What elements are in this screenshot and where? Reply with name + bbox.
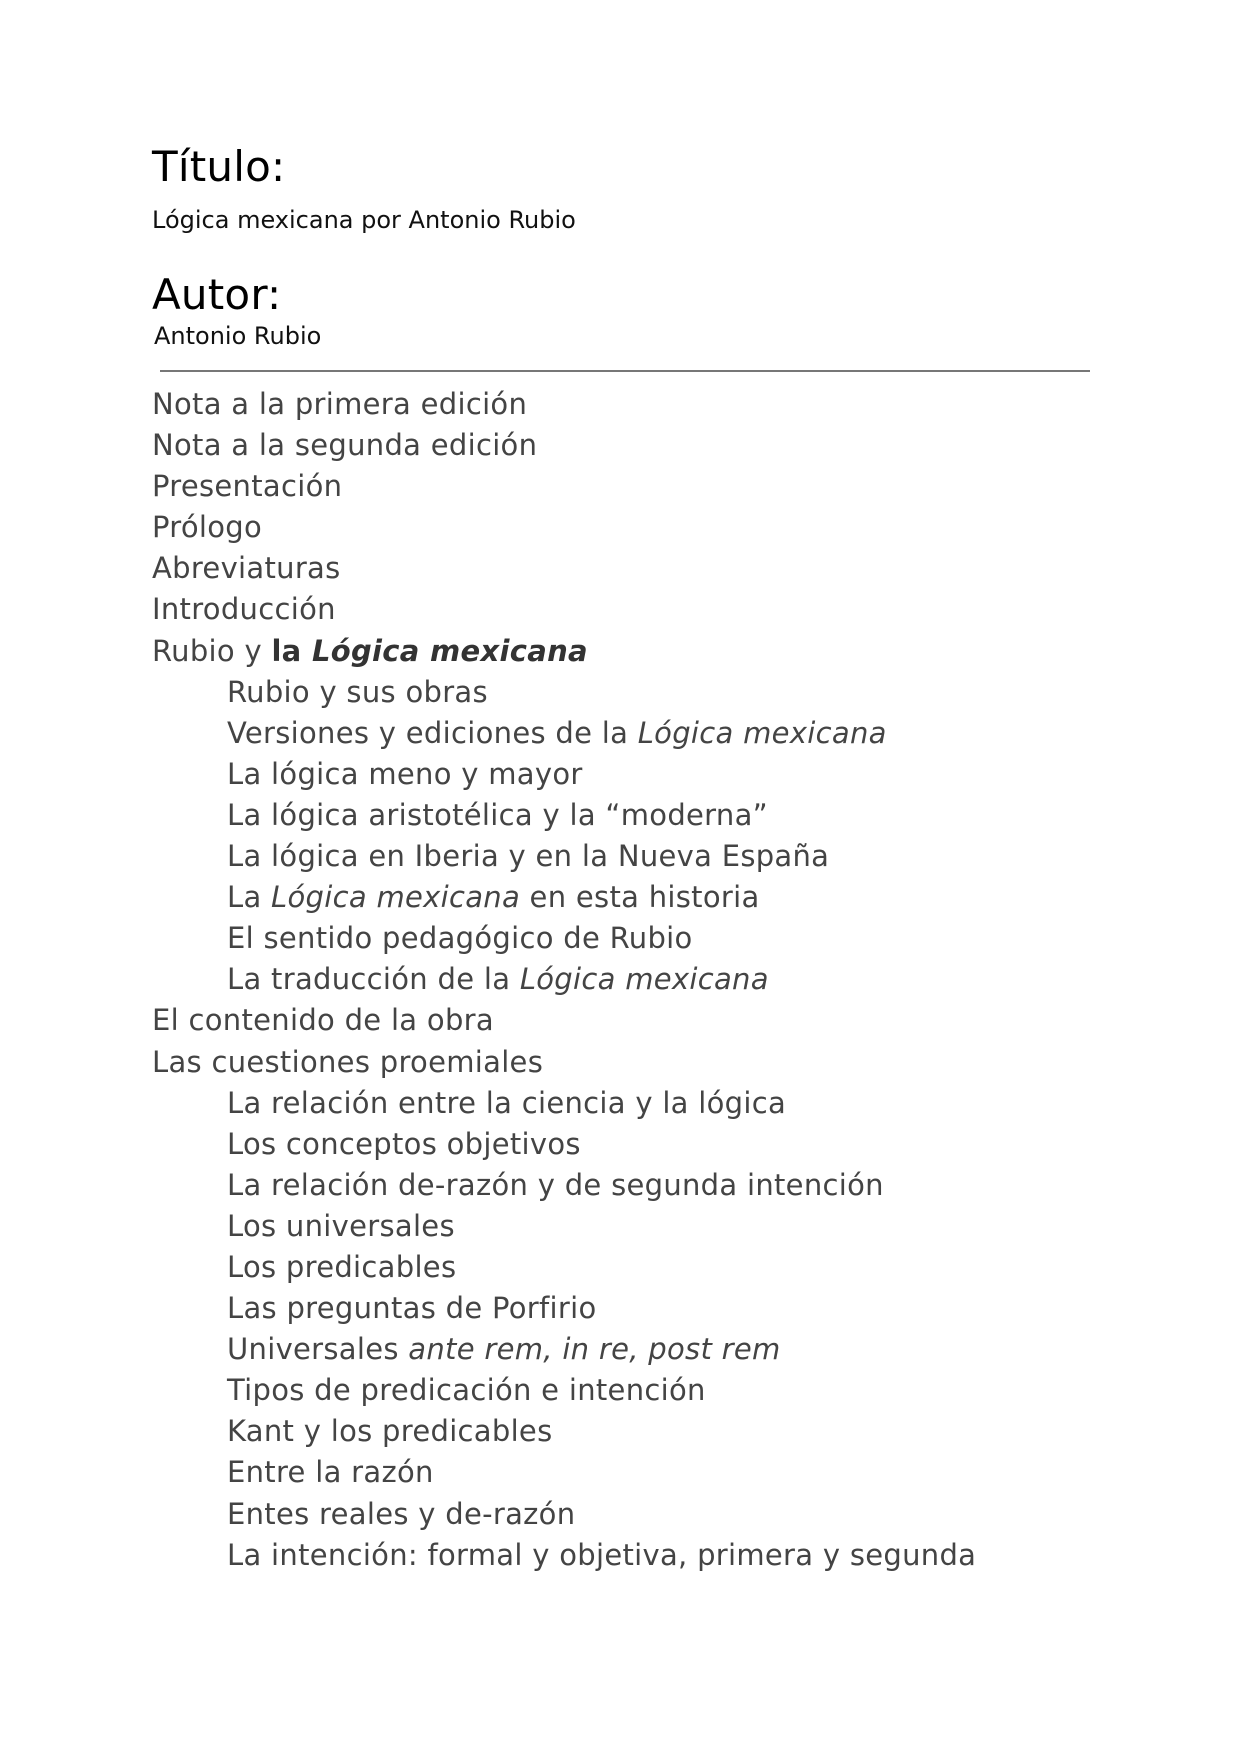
author-value: Antonio Rubio: [154, 322, 322, 350]
toc-entry-text: Las preguntas de Porfirio: [227, 1291, 597, 1326]
toc-subentry: [0, 713, 1242, 754]
toc-entry-text: Prólogo: [152, 510, 263, 545]
toc-subentry: [0, 1535, 1242, 1576]
toc-entry-text: Rubio y sus obras: [227, 674, 488, 709]
toc-entry: [0, 384, 1242, 425]
toc-subentry: [0, 1411, 1242, 1452]
toc-entry-text: Los conceptos objetivos: [227, 1126, 581, 1161]
toc-entry-text: La relación de-razón y de segunda intención: [227, 1167, 884, 1202]
toc-entry-text: Introducción: [152, 592, 336, 627]
toc-entry-text: El sentido pedagógico de Rubio: [227, 921, 693, 956]
divider-line: [160, 370, 1090, 372]
toc-entry-text: La lógica aristotélica y la “moderna”: [227, 797, 768, 832]
toc-entry-text: La relación entre la ciencia y la lógica: [227, 1085, 787, 1120]
toc-entry-text: Rubio y: [152, 633, 272, 668]
toc-entry-text: La intención: formal y objetiva, primera y segunda: [227, 1537, 977, 1572]
toc-subentry: [0, 795, 1242, 836]
toc-subentry: [0, 877, 1242, 918]
toc-entry: [0, 548, 1242, 589]
toc-entry: [0, 631, 1242, 672]
toc-entry-text: La lógica en Iberia y en la Nueva España: [227, 839, 830, 874]
toc-entry-text: La: [227, 880, 272, 915]
toc-subentry: [0, 836, 1242, 877]
toc-entry-text: Las cuestiones proemiales: [152, 1044, 544, 1079]
toc-entry-text: Lógica mexicana: [519, 962, 769, 997]
toc-entry: [0, 425, 1242, 466]
toc-entry-text: la: [271, 633, 312, 668]
toc-entry: [0, 507, 1242, 548]
toc-entry-text: Entre la razón: [227, 1455, 434, 1490]
toc-entry-text: Nota a la segunda edición: [152, 428, 538, 463]
title-heading: Título:: [152, 142, 286, 191]
toc-subentry: [0, 1370, 1242, 1411]
title-value: Lógica mexicana por Antonio Rubio: [152, 206, 576, 234]
toc-subentry: [0, 1124, 1242, 1165]
toc-entry-text: Nota a la primera edición: [152, 387, 528, 421]
toc-entry: [0, 1000, 1242, 1041]
author-heading: Autor:: [152, 270, 282, 319]
toc-entry-text: Los predicables: [227, 1249, 457, 1284]
toc-entry-text: Presentación: [152, 469, 343, 504]
toc-entry-text: en esta historia: [520, 880, 760, 915]
toc-subentry: [0, 1329, 1242, 1370]
toc-subentry: [0, 1083, 1242, 1124]
toc-entry: [0, 589, 1242, 630]
toc-subentry: [0, 1165, 1242, 1206]
table-of-contents: [0, 384, 1242, 1576]
toc-entry-text: La traducción de la: [227, 962, 520, 997]
toc-entry: [0, 466, 1242, 507]
toc-entry: [0, 1042, 1242, 1083]
toc-entry-text: Los universales: [227, 1208, 455, 1243]
toc-entry-text: Versiones y ediciones de la: [227, 715, 638, 750]
toc-entry-text: Lógica mexicana: [637, 715, 887, 750]
toc-entry-text: Universales: [227, 1332, 409, 1367]
toc-entry-text: Entes reales y de-razón: [227, 1496, 576, 1531]
toc-subentry: [0, 1288, 1242, 1329]
toc-entry-text: El contenido de la obra: [152, 1003, 494, 1038]
toc-subentry: [0, 1494, 1242, 1535]
toc-entry-text: Tipos de predicación e intención: [227, 1373, 706, 1408]
toc-subentry: [0, 918, 1242, 959]
toc-subentry: [0, 959, 1242, 1000]
toc-subentry: [0, 754, 1242, 795]
toc-subentry: [0, 1452, 1242, 1493]
toc-entry-text: ante rem, in re, post rem: [408, 1332, 781, 1367]
toc-entry-text: Lógica mexicana: [311, 633, 588, 668]
toc-subentry: [0, 1247, 1242, 1288]
toc-entry-text: Lógica mexicana: [271, 880, 521, 915]
toc-entry-text: La lógica meno y mayor: [227, 756, 583, 791]
toc-subentry: [0, 1206, 1242, 1247]
toc-entry-text: Kant y los predicables: [227, 1414, 553, 1449]
toc-subentry: [0, 672, 1242, 713]
toc-entry-text: Abreviaturas: [152, 551, 341, 586]
